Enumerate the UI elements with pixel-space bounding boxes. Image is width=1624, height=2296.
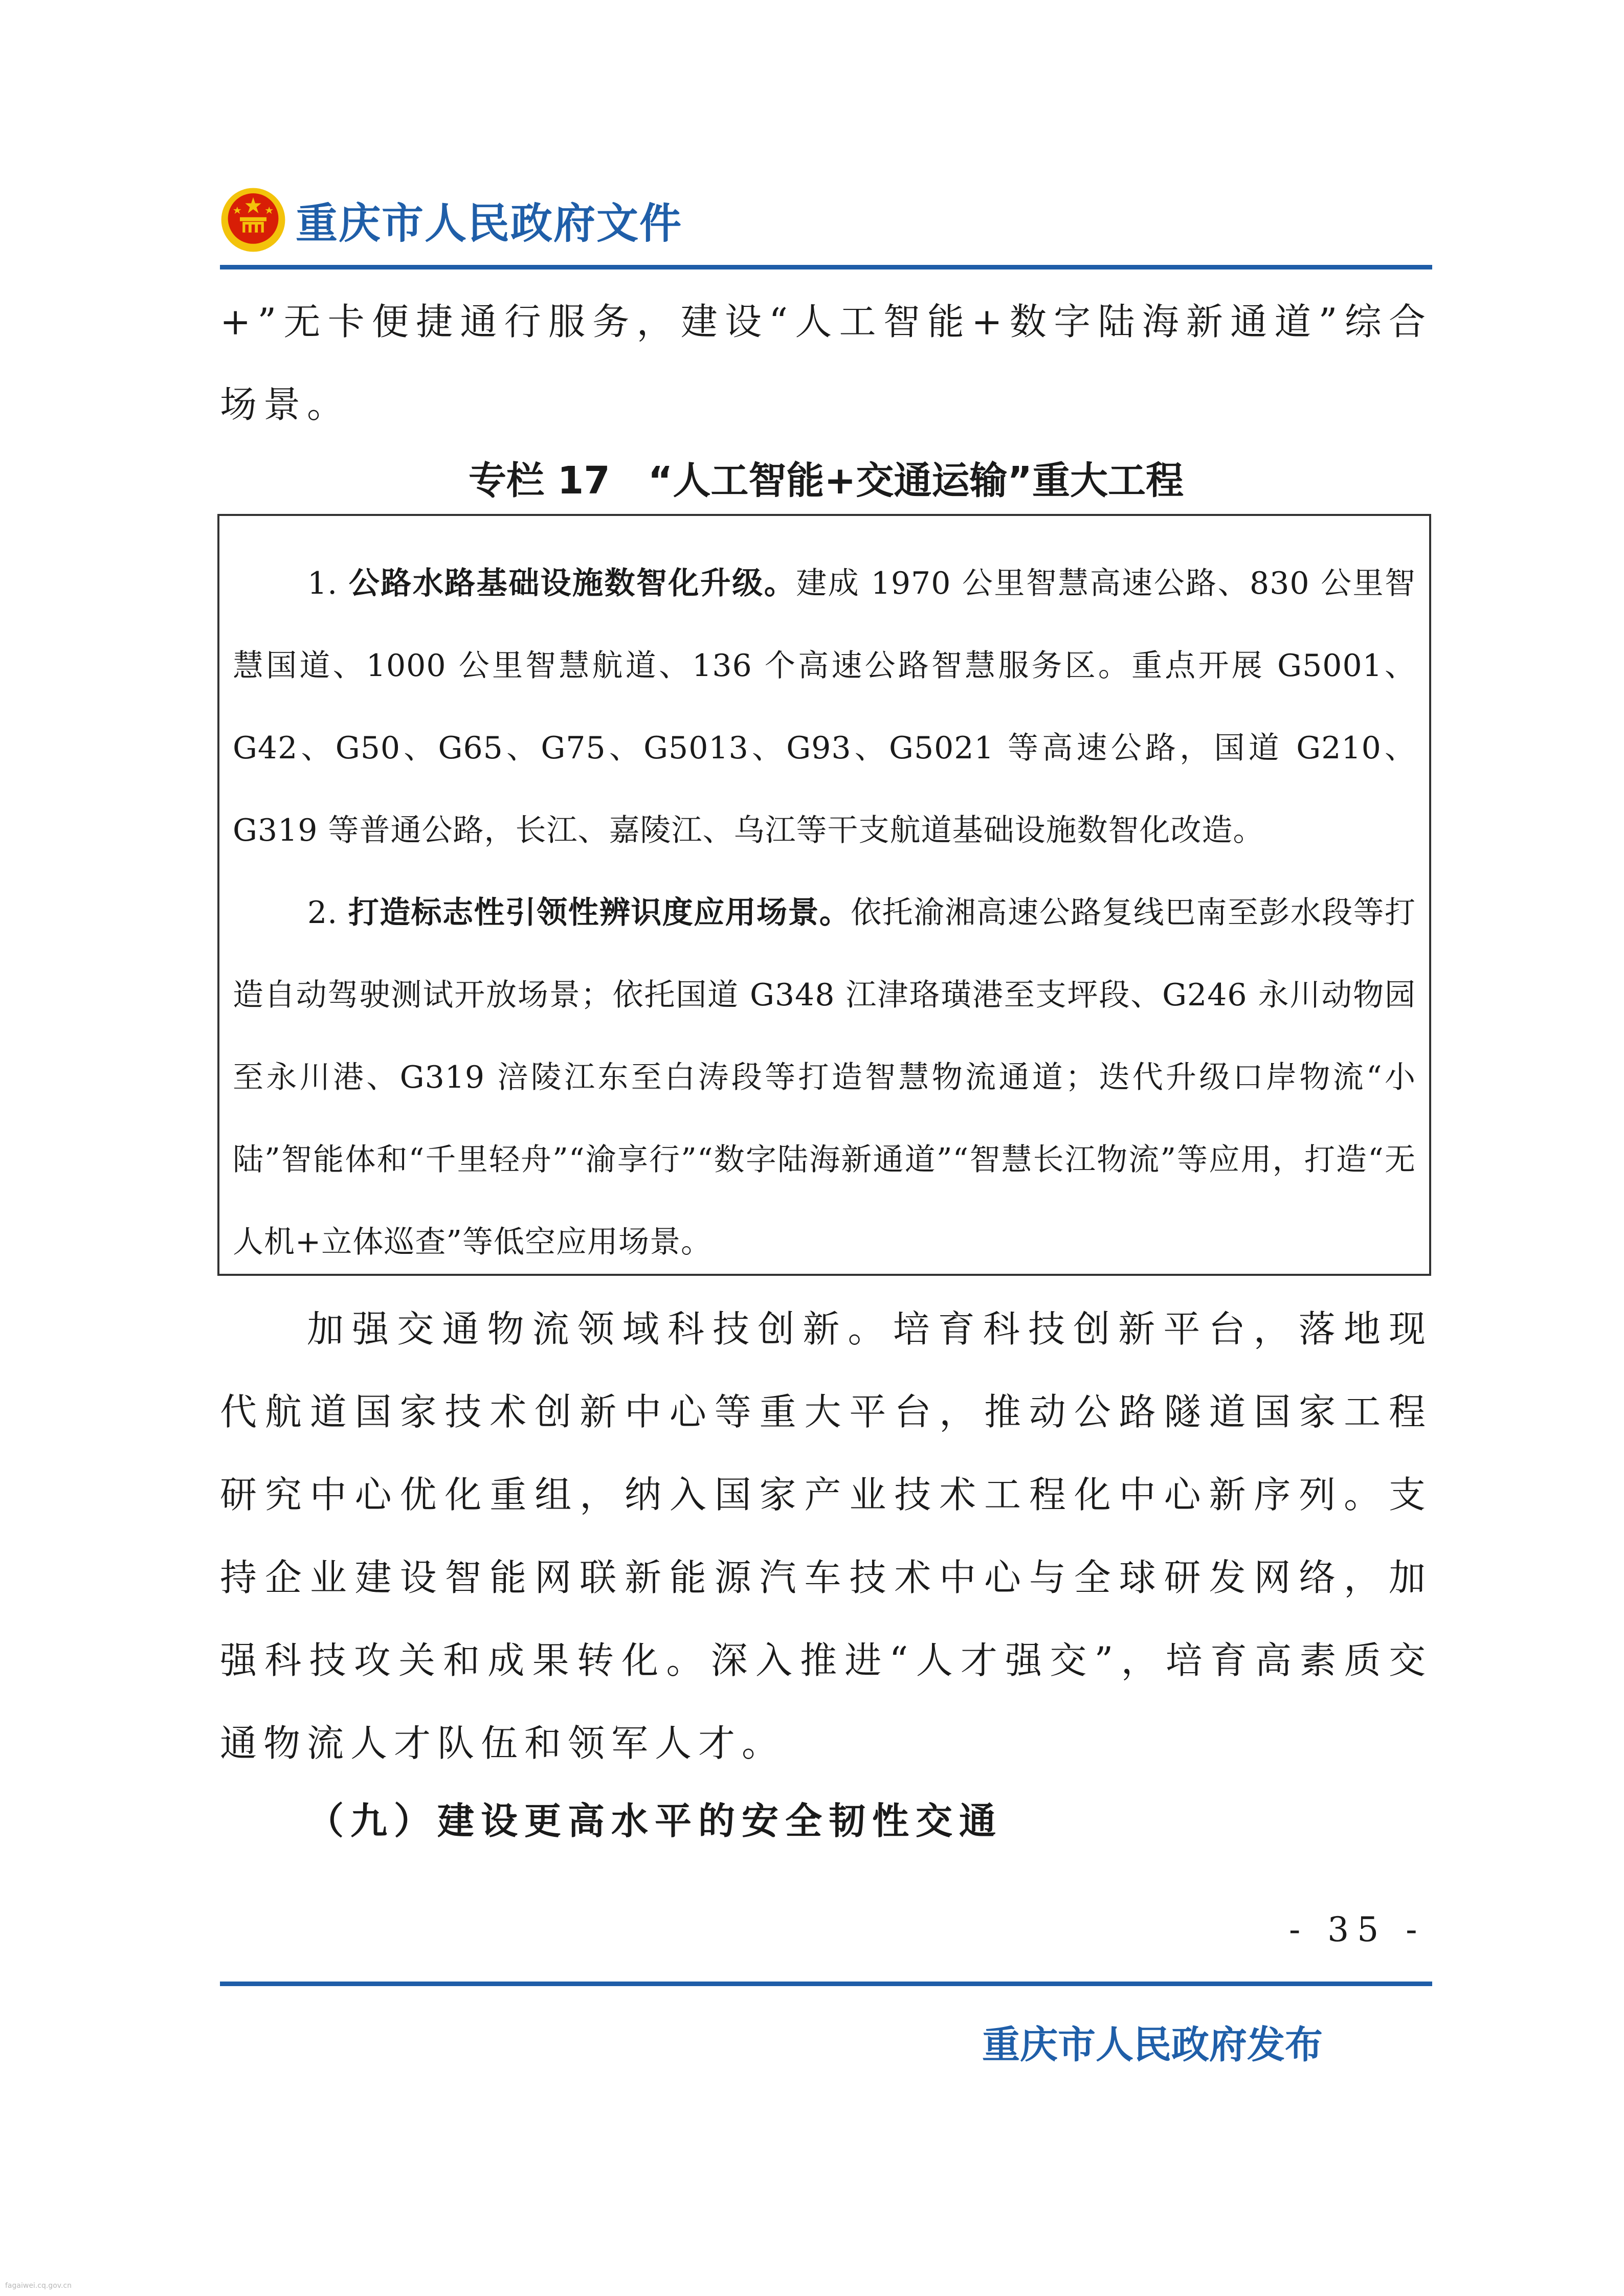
box-title: 专栏 17 “人工智能+交通运输”重大工程: [468, 459, 1184, 503]
box-item-1-heading: 公路水路基础设施数智化升级。: [348, 566, 796, 601]
box-item-1: [233, 543, 1416, 872]
box-item-2-heading: 打造标志性引领性辨识度应用场景。: [348, 895, 851, 931]
footer-publisher: 重庆市人民政府发布: [982, 2023, 1323, 2067]
box-item-2-number: 2.: [307, 895, 338, 931]
header-divider: [220, 265, 1432, 269]
section-heading: （九）建设更高水平的安全韧性交通: [307, 1799, 1003, 1842]
page-number: - 35 -: [1289, 1910, 1426, 1949]
lead-paragraph: +”无卡便捷通行服务，建设“人工智能+数字陆海新通道”综合场景。: [220, 300, 1432, 426]
box-item-1-number: 1.: [307, 566, 338, 601]
national-emblem-icon: [220, 187, 286, 253]
footer-divider: [220, 1982, 1432, 1986]
header-title: 重庆市人民政府文件: [296, 199, 683, 248]
box-item-2: [233, 872, 1416, 1284]
box-item-1-body: 建成 1970 公里智慧高速公路、830 公里智慧国道、1000 公里智慧航道、136 个高速公路智慧服务区。重点开展 G5001、G42、G50、G65、G75、G5013、G93、G5021 等高速公路，国道 G210、G319 等普通公路，长江、嘉陵江、乌江等干支航道基础设施数智化改造。: [233, 566, 1416, 848]
document-header: [220, 187, 682, 253]
project-box: [217, 514, 1431, 1276]
box-item-2-body: 依托渝湘高速公路复线巴南至彭水段等打造自动驾驶测试开放场景；依托国道 G348 江津珞璜港至支坪段、G246 永川动物园至永川港、G319 涪陵江东至白涛段等打造智慧物流通道；迭代升级口岸物流“小陆”智能体和“千里轻舟”“渝享行”“数字陆海新通道”“智慧长江物流”等应用，打造“无人机+立体巡查”等低空应用场景。: [233, 895, 1416, 1260]
watermark: fagaiwei.cq.gov.cn: [5, 2282, 72, 2290]
body-paragraph: 加强交通物流领域科技创新。培育科技创新平台，落地现代航道国家技术创新中心等重大平台，推动公路隧道国家工程研究中心优化重组，纳入国家产业技术工程化中心新序列。支持企业建设智能网联新能源汽车技术中心与全球研发网络，加强科技攻关和成果转化。深入推进“人才强交”，培育高素质交通物流人才队伍和领军人才。: [220, 1308, 1432, 1765]
